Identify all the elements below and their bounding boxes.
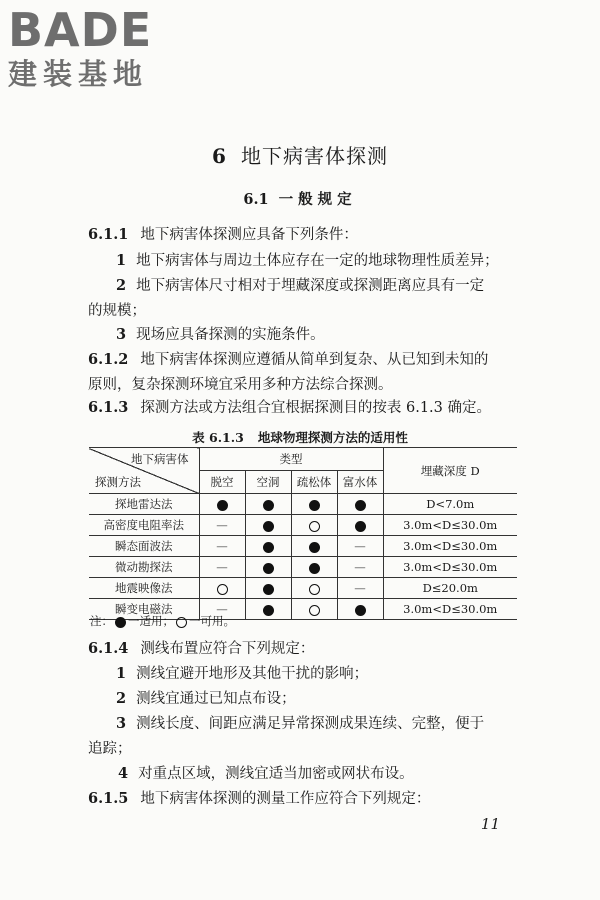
clause-6-1-4 (88, 639, 516, 659)
table-row (89, 578, 517, 599)
applicability-cell (337, 557, 383, 578)
not-applicable-dash: — (354, 539, 366, 553)
clause-text: 地下病害体探测的测量工作应符合下列规定： (140, 791, 431, 807)
type-header: 类型 (199, 448, 383, 471)
method-cell: 探地雷达法 (89, 494, 199, 515)
item-6-1-1-2-cont (88, 301, 516, 321)
applicable-dot-icon (309, 542, 320, 553)
type-column-header: 空洞 (245, 471, 291, 494)
method-cell: 瞬态面波法 (89, 536, 199, 557)
clause-text: 测线布置应符合下列规定： (140, 641, 315, 657)
item-number: 3 (116, 715, 127, 732)
applicable-dot-icon (263, 605, 274, 616)
clause-text: 原则，复杂探测环境宜采用多种方法综合探测。 (88, 377, 393, 393)
section-title: 一般规定 (278, 191, 357, 208)
applicability-cell (245, 578, 291, 599)
depth-cell: 3.0m<D≤30.0m (383, 515, 517, 536)
applicability-cell (199, 557, 245, 578)
clause-6-1-2 (88, 350, 516, 370)
note-prefix: 注： (90, 614, 113, 628)
item-text: 测线长度、间距应满足异常探测成果连续、完整，便于 (136, 716, 485, 732)
chapter-number: 6 (212, 144, 227, 168)
not-applicable-dash: — (216, 539, 228, 553)
applicability-cell (199, 536, 245, 557)
section-number: 6.1 (243, 191, 269, 208)
applicability-cell (199, 515, 245, 536)
clause-text: 探测方法或方法组合宜根据探测目的按表 6.1.3 确定。 (140, 400, 491, 416)
method-applicability-table (89, 447, 517, 620)
item-6-1-1-3 (116, 325, 516, 345)
page-number: 11 (480, 815, 500, 833)
item-6-1-1-2 (116, 276, 516, 296)
usable-ring-icon (309, 521, 320, 532)
depth-cell: D<7.0m (383, 494, 517, 515)
applicable-dot-icon (263, 500, 274, 511)
clause-number: 6.1.4 (88, 640, 129, 657)
method-cell: 微动勘探法 (89, 557, 199, 578)
clause-text: 地下病害体探测应具备下列条件： (140, 227, 358, 243)
not-applicable-dash: — (216, 560, 228, 574)
applicability-cell (337, 599, 383, 620)
method-cell: 地震映像法 (89, 578, 199, 599)
depth-cell: 3.0m<D≤30.0m (383, 557, 517, 578)
item-6-1-4-2 (116, 689, 516, 709)
applicable-dot-icon (263, 542, 274, 553)
applicability-cell (291, 599, 337, 620)
table-caption-number: 表 6.1.3 (192, 430, 244, 445)
not-applicable-dash: — (216, 518, 228, 532)
table-body (89, 494, 517, 620)
applicability-cell (199, 494, 245, 515)
applicable-dot-icon (115, 617, 126, 628)
applicable-dot-icon (355, 521, 366, 532)
applicable-dot-icon (263, 584, 274, 595)
not-applicable-dash: — (354, 581, 366, 595)
depth-cell: D≤20.0m (383, 578, 517, 599)
chapter-title: 地下病害体探测 (240, 144, 388, 168)
clause-number: 6.1.5 (88, 790, 129, 807)
table-caption (0, 428, 600, 446)
type-column-header: 疏松体 (291, 471, 337, 494)
applicability-cell (291, 536, 337, 557)
item-number: 3 (116, 326, 127, 343)
applicability-cell (337, 494, 383, 515)
table-note (90, 613, 235, 629)
applicability-cell (337, 515, 383, 536)
type-column-header: 富水体 (337, 471, 383, 494)
not-applicable-dash: — (216, 602, 228, 616)
table-caption-text: 地球物理探测方法的适用性 (257, 430, 408, 445)
item-text: 对重点区域，测线宜适当加密或网状布设。 (138, 766, 414, 782)
applicability-cell (245, 515, 291, 536)
type-column-header: 脱空 (199, 471, 245, 494)
item-number: 2 (116, 690, 127, 707)
applicable-dot-icon (263, 521, 274, 532)
method-cell: 瞬变电磁法 (89, 599, 199, 620)
item-6-1-4-3 (116, 714, 516, 734)
applicable-dot-icon (355, 605, 366, 616)
applicability-cell (245, 536, 291, 557)
item-number: 2 (116, 277, 127, 294)
clause-number: 6.1.1 (88, 226, 129, 243)
item-number: 1 (116, 665, 127, 682)
clause-6-1-5 (88, 789, 516, 809)
clause-text: 地下病害体探测应遵循从简单到复杂、从已知到未知的 (140, 352, 489, 368)
note-usable: 一可用。 (189, 614, 235, 628)
applicability-cell (337, 578, 383, 599)
table-row (89, 515, 517, 536)
applicable-dot-icon (309, 500, 320, 511)
usable-ring-icon (217, 584, 228, 595)
item-number: 1 (116, 252, 127, 269)
item-number: 4 (118, 765, 129, 782)
item-text: 测线宜通过已知点布设； (136, 691, 296, 707)
item-text: 地下病害体与周边土体应存在一定的地球物理性质差异； (136, 253, 499, 269)
usable-ring-icon (176, 617, 187, 628)
applicability-cell (199, 578, 245, 599)
applicability-cell (291, 494, 337, 515)
table-row (89, 557, 517, 578)
clause-number: 6.1.2 (88, 351, 129, 368)
usable-ring-icon (309, 605, 320, 616)
item-6-1-1-1 (116, 251, 516, 271)
applicability-cell (245, 494, 291, 515)
depth-header: 埋藏深度 D (383, 448, 517, 494)
logo-subtitle: 建装基地 (8, 57, 149, 91)
item-text: 地下病害体尺寸相对于埋藏深度或探测距离应具有一定 (136, 278, 485, 294)
applicability-cell (245, 557, 291, 578)
table-corner-header (89, 448, 199, 494)
item-6-1-4-4 (118, 764, 516, 784)
depth-cell: 3.0m<D≤30.0m (383, 536, 517, 557)
clause-6-1-2-cont (88, 375, 516, 395)
applicable-dot-icon (309, 563, 320, 574)
bade-logo (8, 3, 178, 91)
corner-bottom-label: 探测方法 (95, 475, 141, 489)
applicability-cell (291, 578, 337, 599)
note-applicable: 一适用； (128, 614, 174, 628)
applicability-cell (337, 536, 383, 557)
depth-cell: 3.0m<D≤30.0m (383, 599, 517, 620)
clause-6-1-1 (88, 225, 516, 245)
applicability-cell (245, 599, 291, 620)
item-6-1-4-3-cont (88, 739, 516, 759)
item-text: 测线宜避开地形及其他干扰的影响； (136, 666, 369, 682)
item-6-1-4-1 (116, 664, 516, 684)
section-heading (0, 188, 600, 209)
usable-ring-icon (309, 584, 320, 595)
table-row (89, 536, 517, 557)
applicable-dot-icon (263, 563, 274, 574)
chapter-heading (0, 140, 600, 169)
item-text: 现场应具备探测的实施条件。 (136, 327, 325, 343)
applicability-cell (291, 515, 337, 536)
item-text: 追踪； (88, 741, 132, 757)
method-cell: 高密度电阻率法 (89, 515, 199, 536)
clause-number: 6.1.3 (88, 399, 129, 416)
applicable-dot-icon (217, 500, 228, 511)
corner-top-label: 地下病害体 (131, 452, 189, 466)
logo-wordmark: BADE (8, 3, 153, 57)
item-text: 的规模； (88, 303, 146, 319)
table-row (89, 494, 517, 515)
applicable-dot-icon (355, 500, 366, 511)
applicability-cell (291, 557, 337, 578)
not-applicable-dash: — (354, 560, 366, 574)
clause-6-1-3 (88, 398, 516, 418)
